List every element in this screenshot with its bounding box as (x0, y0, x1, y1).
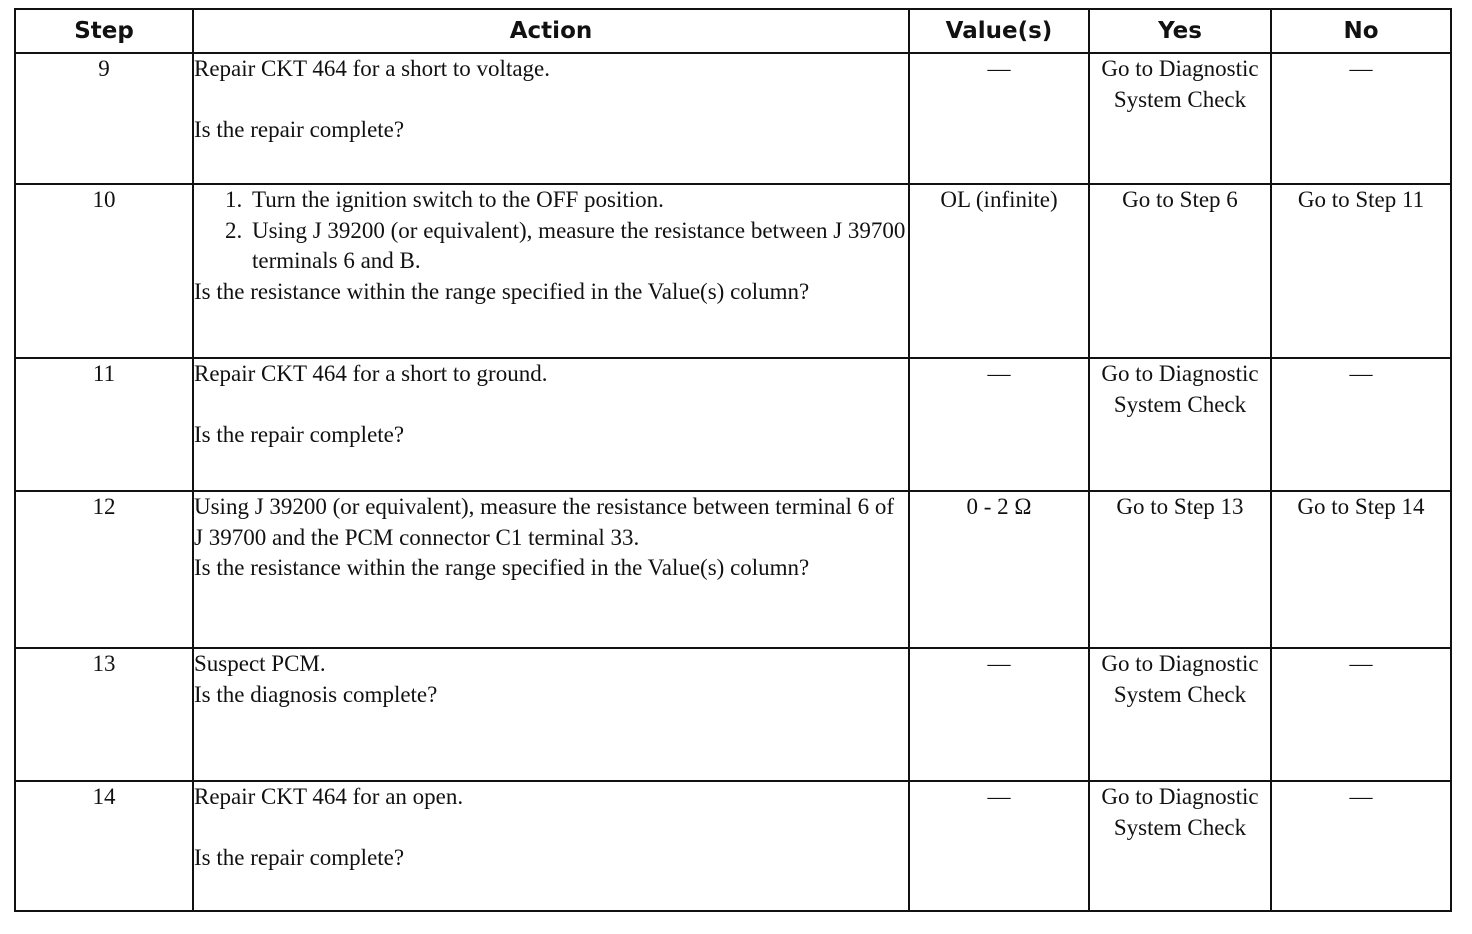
action-steps-list (194, 185, 908, 277)
table-row-step-14 (15, 781, 1451, 911)
step-cell: 12 (15, 491, 193, 648)
value-cell: — (909, 781, 1089, 911)
yes-cell: Go to Diagnostic System Check (1089, 358, 1271, 491)
table-row-step-11 (15, 358, 1451, 491)
action-question: Is the repair complete? (194, 844, 405, 870)
action-step-item: 2. Using J 39200 (or equivalent), measure the resistance between J 39700 terminals 6 and B. (248, 216, 908, 277)
table-row-step-9 (15, 53, 1451, 184)
step-cell: 14 (15, 781, 193, 911)
action-question: Is the resistance within the range specified in the Value(s) column? (194, 278, 810, 304)
value-cell: — (909, 53, 1089, 184)
action-cell (193, 781, 909, 911)
header-row (15, 9, 1451, 53)
yes-cell: Go to Diagnostic System Check (1089, 781, 1271, 911)
yes-cell: Go to Diagnostic System Check (1089, 53, 1271, 184)
no-cell: — (1271, 648, 1451, 781)
no-cell: — (1271, 53, 1451, 184)
action-cell (193, 184, 909, 358)
action-question: Is the resistance within the range specified in the Value(s) column? (194, 555, 810, 580)
action-question: Is the repair complete? (194, 421, 405, 447)
yes-cell: Go to Diagnostic System Check (1089, 648, 1271, 781)
step-cell: 13 (15, 648, 193, 781)
value-cell: — (909, 358, 1089, 491)
yes-cell: Go to Step 6 (1089, 184, 1271, 358)
header-step: Step (15, 9, 193, 53)
no-cell: — (1271, 781, 1451, 911)
no-cell: — (1271, 358, 1451, 491)
table-row-step-12 (15, 491, 1451, 648)
table-row-step-13 (15, 648, 1451, 781)
table-row-step-10 (15, 184, 1451, 358)
diagnostic-table (14, 8, 1452, 912)
value-cell: — (909, 648, 1089, 781)
action-step-item: 1. Turn the ignition switch to the OFF position. (248, 185, 908, 216)
action-cell (193, 53, 909, 184)
action-text: Suspect PCM. (194, 651, 326, 676)
no-cell: Go to Step 11 (1271, 184, 1451, 358)
action-question: Is the repair complete? (194, 116, 405, 142)
value-cell: 0 - 2 Ω (909, 491, 1089, 648)
header-action: Action (193, 9, 909, 53)
no-cell: Go to Step 14 (1271, 491, 1451, 648)
action-cell (193, 491, 909, 648)
header-no: No (1271, 9, 1451, 53)
action-cell (193, 358, 909, 491)
header-values: Value(s) (909, 9, 1089, 53)
header-yes: Yes (1089, 9, 1271, 53)
action-text: Using J 39200 (or equivalent), measure the resistance between terminal 6 of J 39700 and the PCM connector C1 terminal 33. (194, 494, 894, 550)
step-cell: 11 (15, 358, 193, 491)
action-question: Is the diagnosis complete? (194, 681, 438, 707)
yes-cell: Go to Step 13 (1089, 491, 1271, 648)
action-text: Repair CKT 464 for a short to ground. (194, 361, 548, 386)
action-cell (193, 648, 909, 781)
action-text: Repair CKT 464 for a short to voltage. (194, 56, 551, 81)
value-cell: OL (infinite) (909, 184, 1089, 358)
step-cell: 10 (15, 184, 193, 358)
step-cell: 9 (15, 53, 193, 184)
action-text: Repair CKT 464 for an open. (194, 784, 464, 809)
